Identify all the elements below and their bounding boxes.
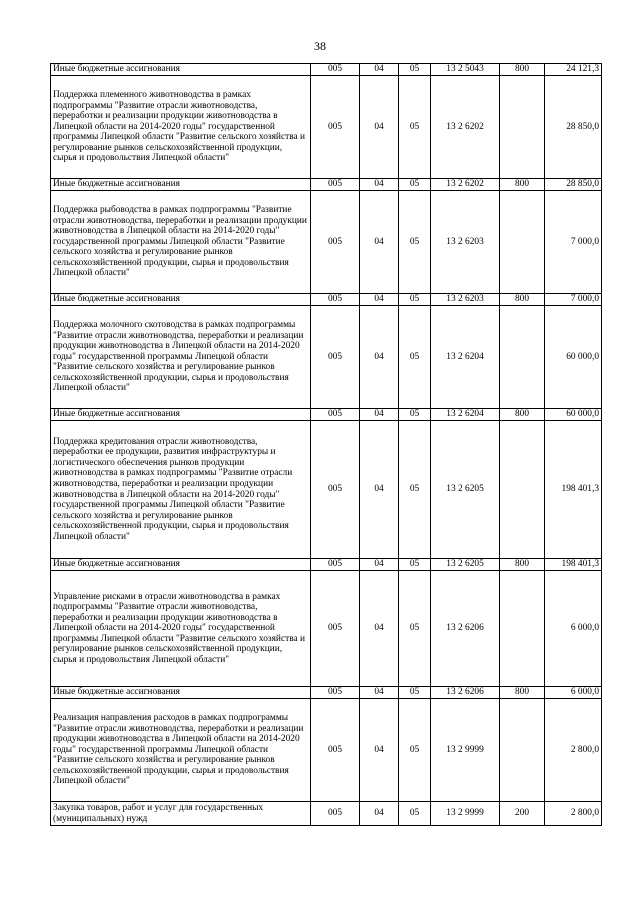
expense-type-cell: 800 bbox=[500, 64, 545, 76]
subsection-code-cell: 05 bbox=[399, 409, 431, 421]
expense-type-cell: 800 bbox=[500, 409, 545, 421]
table-row bbox=[51, 306, 602, 409]
expense-type-cell bbox=[500, 191, 545, 294]
subsection-code-cell: 05 bbox=[399, 294, 431, 306]
row-name-cell: Поддержка молочного скотоводства в рамках подпрограммы "Развитие отрасли животноводства, переработки и реализации продукции животноводства в Липецкой области на 2014-2020 годы" государственной программы Липецкой области "Развитие сельского хозяйства и регулирование рынков сельскохозяйственной продукции, сырья и продовольствия Липецкой области" bbox=[51, 306, 311, 409]
section-code-cell: 04 bbox=[360, 802, 399, 826]
table-row bbox=[51, 421, 602, 559]
ministry-code-cell: 005 bbox=[311, 571, 360, 687]
section-code-cell: 04 bbox=[360, 699, 399, 802]
section-code-cell: 04 bbox=[360, 306, 399, 409]
sum-cell: 198 401,3 bbox=[545, 559, 602, 571]
sum-cell: 60 000,0 bbox=[545, 306, 602, 409]
subsection-code-cell: 05 bbox=[399, 699, 431, 802]
sum-cell: 60 000,0 bbox=[545, 409, 602, 421]
expense-type-cell: 800 bbox=[500, 559, 545, 571]
row-name-cell: Поддержка кредитования отрасли животноводства, переработки ее продукции, развития инфраструктуры и логистического обеспечения рынков продукции животноводства в рамках подпрограммы "Развитие отрасли животноводства, переработки и реализации продукции животноводства в Липецкой области на 2014-2020 годы" государственной программы Липецкой области "Развитие сельского хозяйства и регулирование рынков сельскохозяйственной продукции, сырья и продовольствия Липецкой области" bbox=[51, 421, 311, 559]
ministry-code-cell: 005 bbox=[311, 76, 360, 179]
expense-type-cell bbox=[500, 699, 545, 802]
target-article-cell: 13 2 6203 bbox=[431, 294, 500, 306]
table-row bbox=[51, 179, 602, 191]
section-code-cell: 04 bbox=[360, 179, 399, 191]
table-row bbox=[51, 571, 602, 687]
sum-cell: 28 850,0 bbox=[545, 179, 602, 191]
target-article-cell: 13 2 6205 bbox=[431, 559, 500, 571]
table-row bbox=[51, 191, 602, 294]
table-row bbox=[51, 699, 602, 802]
expense-type-cell: 800 bbox=[500, 179, 545, 191]
table-row bbox=[51, 559, 602, 571]
row-name-cell: Иные бюджетные ассигнования bbox=[51, 409, 311, 421]
target-article-cell: 13 2 6204 bbox=[431, 409, 500, 421]
ministry-code-cell: 005 bbox=[311, 421, 360, 559]
subsection-code-cell: 05 bbox=[399, 421, 431, 559]
row-name-cell: Поддержка рыбоводства в рамках подпрограммы "Развитие отрасли животноводства, переработки и реализации продукции животноводства в Липецкой области на 2014-2020 годы" государственной программы Липецкой области "Развитие сельского хозяйства и регулирование рынков сельскохозяйственной продукции, сырья и продовольствия Липецкой области" bbox=[51, 191, 311, 294]
section-code-cell: 04 bbox=[360, 191, 399, 294]
subsection-code-cell: 05 bbox=[399, 559, 431, 571]
target-article-cell: 13 2 5043 bbox=[431, 64, 500, 76]
ministry-code-cell: 005 bbox=[311, 559, 360, 571]
target-article-cell: 13 2 9999 bbox=[431, 802, 500, 826]
row-name-cell: Иные бюджетные ассигнования bbox=[51, 179, 311, 191]
section-code-cell: 04 bbox=[360, 64, 399, 76]
subsection-code-cell: 05 bbox=[399, 687, 431, 699]
row-name-cell: Иные бюджетные ассигнования bbox=[51, 64, 311, 76]
table-row bbox=[51, 802, 602, 826]
ministry-code-cell: 005 bbox=[311, 699, 360, 802]
target-article-cell: 13 2 6205 bbox=[431, 421, 500, 559]
table-row bbox=[51, 76, 602, 179]
target-article-cell: 13 2 6202 bbox=[431, 76, 500, 179]
sum-cell: 7 000,0 bbox=[545, 191, 602, 294]
expense-type-cell bbox=[500, 421, 545, 559]
ministry-code-cell: 005 bbox=[311, 306, 360, 409]
target-article-cell: 13 2 6206 bbox=[431, 687, 500, 699]
expense-type-cell: 800 bbox=[500, 294, 545, 306]
ministry-code-cell: 005 bbox=[311, 179, 360, 191]
subsection-code-cell: 05 bbox=[399, 64, 431, 76]
section-code-cell: 04 bbox=[360, 571, 399, 687]
subsection-code-cell: 05 bbox=[399, 802, 431, 826]
subsection-code-cell: 05 bbox=[399, 571, 431, 687]
expense-type-cell: 800 bbox=[500, 687, 545, 699]
ministry-code-cell: 005 bbox=[311, 409, 360, 421]
sum-cell: 6 000,0 bbox=[545, 571, 602, 687]
sum-cell: 2 800,0 bbox=[545, 802, 602, 826]
section-code-cell: 04 bbox=[360, 294, 399, 306]
row-name-cell: Иные бюджетные ассигнования bbox=[51, 294, 311, 306]
row-name-cell: Реализация направления расходов в рамках подпрограммы "Развитие отрасли животноводства, переработки и реализации продукции животноводства в Липецкой области на 2014-2020 годы" государственной программы Липецкой области "Развитие сельского хозяйства и регулирование рынков сельскохозяйственной продукции, сырья и продовольствия Липецкой области" bbox=[51, 699, 311, 802]
target-article-cell: 13 2 9999 bbox=[431, 699, 500, 802]
section-code-cell: 04 bbox=[360, 76, 399, 179]
table-row bbox=[51, 294, 602, 306]
expense-type-cell bbox=[500, 306, 545, 409]
target-article-cell: 13 2 6206 bbox=[431, 571, 500, 687]
section-code-cell: 04 bbox=[360, 409, 399, 421]
table-row bbox=[51, 687, 602, 699]
sum-cell: 6 000,0 bbox=[545, 687, 602, 699]
page-number: 38 bbox=[314, 39, 326, 53]
target-article-cell: 13 2 6204 bbox=[431, 306, 500, 409]
expense-type-cell bbox=[500, 76, 545, 179]
ministry-code-cell: 005 bbox=[311, 294, 360, 306]
ministry-code-cell: 005 bbox=[311, 64, 360, 76]
section-code-cell: 04 bbox=[360, 559, 399, 571]
expense-type-cell bbox=[500, 571, 545, 687]
sum-cell: 24 121,3 bbox=[545, 64, 602, 76]
row-name-cell: Поддержка племенного животноводства в рамках подпрограммы "Развитие отрасли животноводства, переработки и реализации продукции животноводства в Липецкой области на 2014-2020 годы" государственной программы Липецкой области "Развитие сельского хозяйства и регулирование рынков сельскохозяйственной продукции, сырья и продовольствия Липецкой области" bbox=[51, 76, 311, 179]
section-code-cell: 04 bbox=[360, 687, 399, 699]
table-row bbox=[51, 409, 602, 421]
row-name-cell: Иные бюджетные ассигнования bbox=[51, 559, 311, 571]
ministry-code-cell: 005 bbox=[311, 802, 360, 826]
subsection-code-cell: 05 bbox=[399, 191, 431, 294]
target-article-cell: 13 2 6203 bbox=[431, 191, 500, 294]
sum-cell: 2 800,0 bbox=[545, 699, 602, 802]
subsection-code-cell: 05 bbox=[399, 179, 431, 191]
subsection-code-cell: 05 bbox=[399, 76, 431, 179]
ministry-code-cell: 005 bbox=[311, 687, 360, 699]
target-article-cell: 13 2 6202 bbox=[431, 179, 500, 191]
row-name-cell: Иные бюджетные ассигнования bbox=[51, 687, 311, 699]
sum-cell: 28 850,0 bbox=[545, 76, 602, 179]
row-name-cell: Управление рисками в отрасли животноводства в рамках подпрограммы "Развитие отрасли животноводства, переработки и реализации продукции животноводства в Липецкой области на 2014-2020 годы" государственной программы Липецкой области "Развитие сельского хозяйства и регулирование рынков сельскохозяйственной продукции, сырья и продовольствия Липецкой области" bbox=[51, 571, 311, 687]
sum-cell: 7 000,0 bbox=[545, 294, 602, 306]
section-code-cell: 04 bbox=[360, 421, 399, 559]
budget-table bbox=[50, 63, 602, 826]
row-name-cell: Закупка товаров, работ и услуг для государственных (муниципальных) нужд bbox=[51, 802, 311, 826]
expense-type-cell: 200 bbox=[500, 802, 545, 826]
subsection-code-cell: 05 bbox=[399, 306, 431, 409]
table-row bbox=[51, 64, 602, 76]
sum-cell: 198 401,3 bbox=[545, 421, 602, 559]
ministry-code-cell: 005 bbox=[311, 191, 360, 294]
